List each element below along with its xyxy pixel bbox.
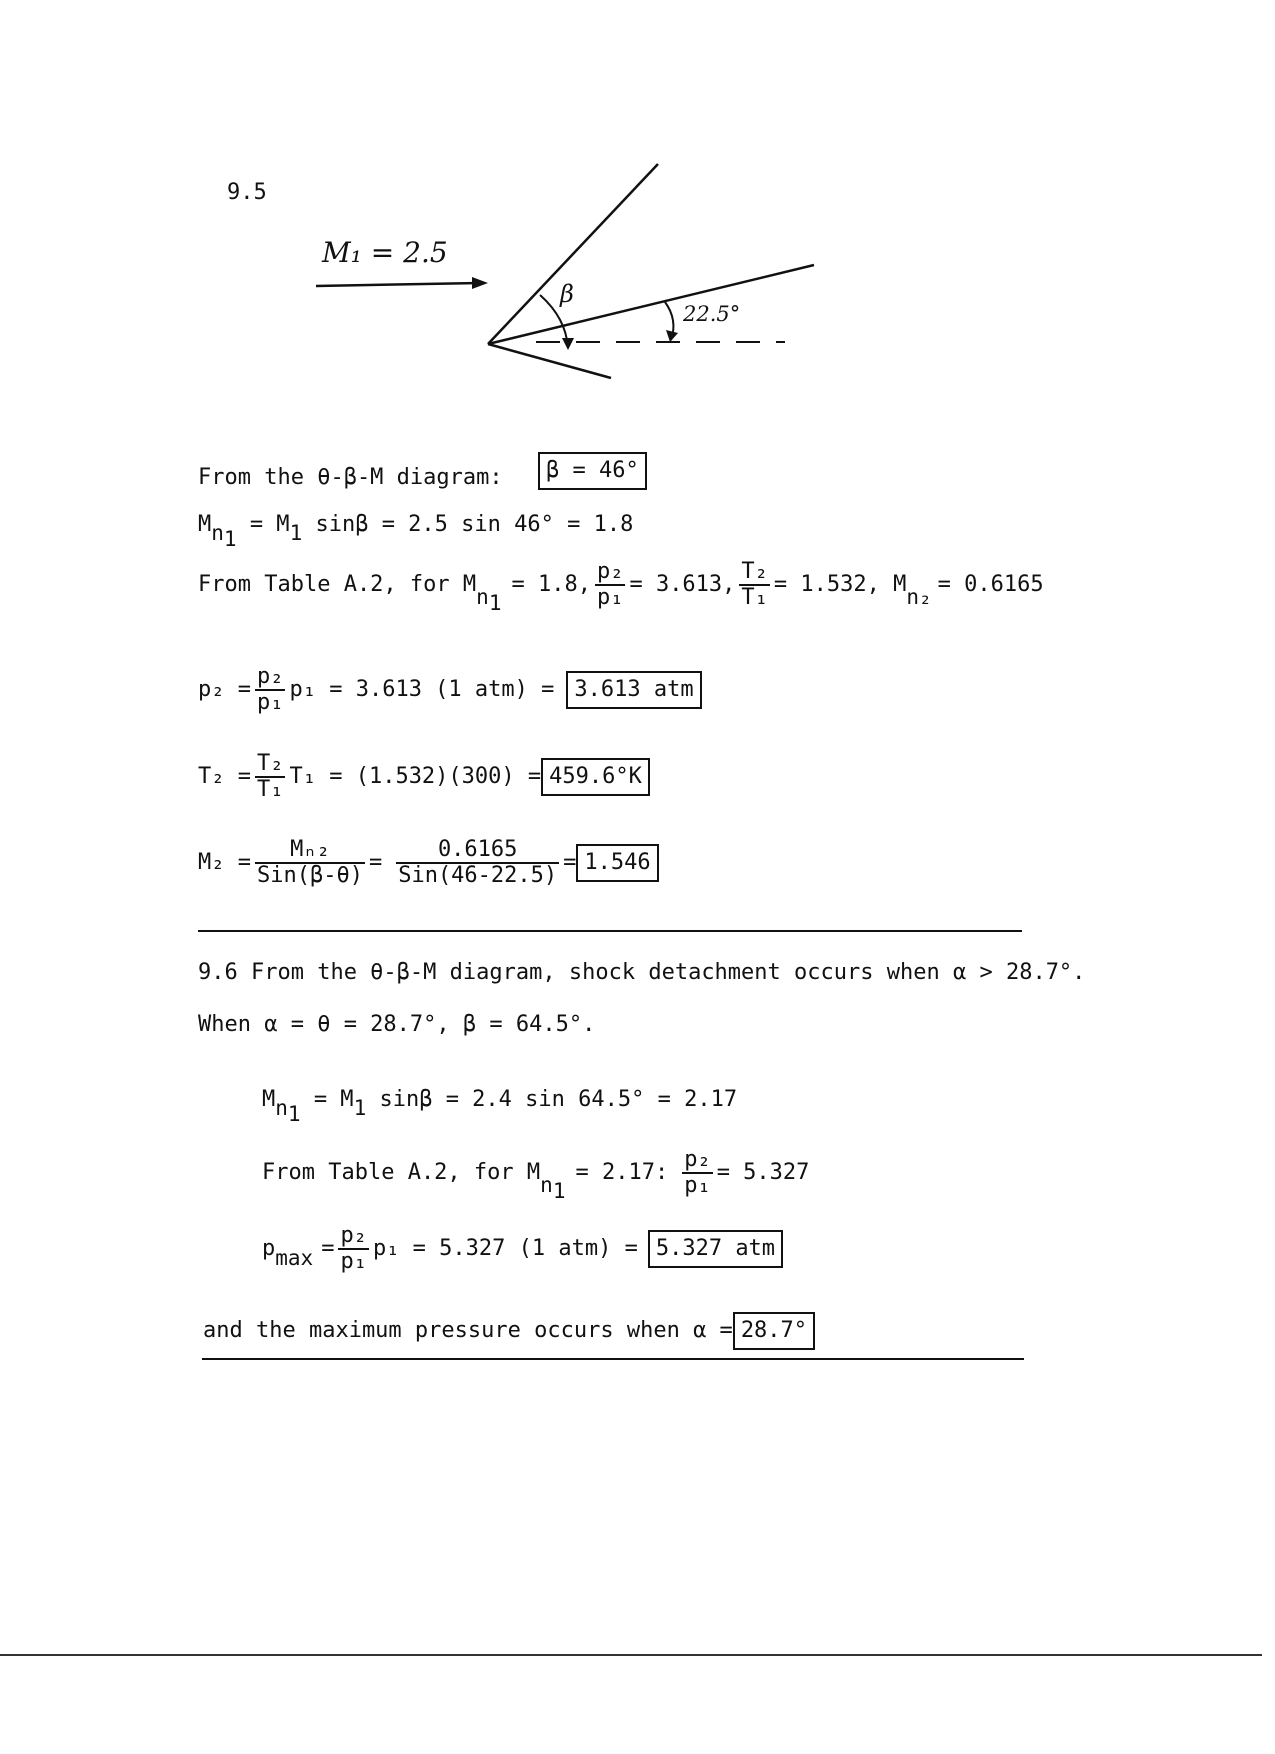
t2-result-box: 459.6°K (541, 758, 650, 796)
shock-diagram (300, 150, 820, 390)
beta-arrowhead (562, 338, 574, 350)
section-divider (198, 930, 1022, 932)
page-bottom-line (0, 1654, 1262, 1656)
problem-9-6-condition: When α = θ = 28.7°, β = 64.5°. (198, 1012, 596, 1037)
problem-number-9-5: 9.5 (227, 180, 267, 205)
mach-label: M₁ = 2.5 (322, 236, 448, 269)
pmax-result-box: 5.327 atm (648, 1230, 783, 1268)
beta-label: β (560, 280, 574, 308)
shock-wave-line (488, 164, 658, 344)
wedge-angle-label: 22.5° (683, 302, 741, 326)
m2-equation: M₂ = $\frac{\text{Mₙ₂}}{\text{Sin(β-θ)}}$ = $\frac{0.6165}{\text{Sin(46-22.5)}}$ = 1.546 (198, 838, 659, 888)
normal-mach-equation-9-6: Mn1 = M1 sinβ = 2.4 sin 64.5° = 2.17 (262, 1087, 738, 1126)
beta-from-diagram-text: From the θ-β-M diagram: (198, 465, 503, 490)
section-divider-bottom (202, 1358, 1024, 1360)
alpha-result-box: 28.7° (733, 1312, 815, 1350)
problem-9-6-intro: 9.6 From the θ-β-M diagram, shock detachment occurs when α > 28.7°. (198, 960, 1086, 985)
freestream-arrow (316, 283, 480, 286)
freestream-arrowhead (472, 277, 488, 289)
m2-result-box: 1.546 (576, 844, 658, 882)
table-lookup-line-9-6: From Table A.2, for M n1 = 2.17: $\frac{\text{p₂}}{\text{p₁}}$ = 5.327 (262, 1147, 810, 1203)
wedge-lower-surface (488, 344, 611, 378)
t2-equation: T₂ = $\frac{\text{T₂}}{\text{T₁}}$ T₁ = (1.532)(300) = 459.6°K (198, 752, 650, 802)
pmax-equation: p max = $\frac{\text{p₂}}{\text{p₁}}$ p₁ = 5.327 (1 atm) = 5.327 atm (262, 1224, 783, 1274)
normal-mach-equation: Mn1 = M1 sinβ = 2.5 sin 46° = 1.8 (198, 512, 634, 551)
max-pressure-conclusion: and the maximum pressure occurs when α = 28.7° (203, 1312, 815, 1350)
wedge-angle-arrowhead (666, 330, 678, 342)
wedge-upper-surface (488, 265, 814, 344)
table-lookup-line: From Table A.2, for M n1 = 1.8, $\frac{\text{p₂}}{\text{p₁}}$ = 3.613, $\frac{\text{T₂}}{\text{T₁}}$ = 1.532, M n₂ = 0.6165 (198, 559, 1044, 615)
beta-result-box: β = 46° (538, 452, 647, 490)
p2-result-box: 3.613 atm (566, 671, 701, 709)
p2-equation: p₂ = $\frac{\text{p₂}}{\text{p₁}}$ p₁ = 3.613 (1 atm) = 3.613 atm (198, 665, 702, 715)
